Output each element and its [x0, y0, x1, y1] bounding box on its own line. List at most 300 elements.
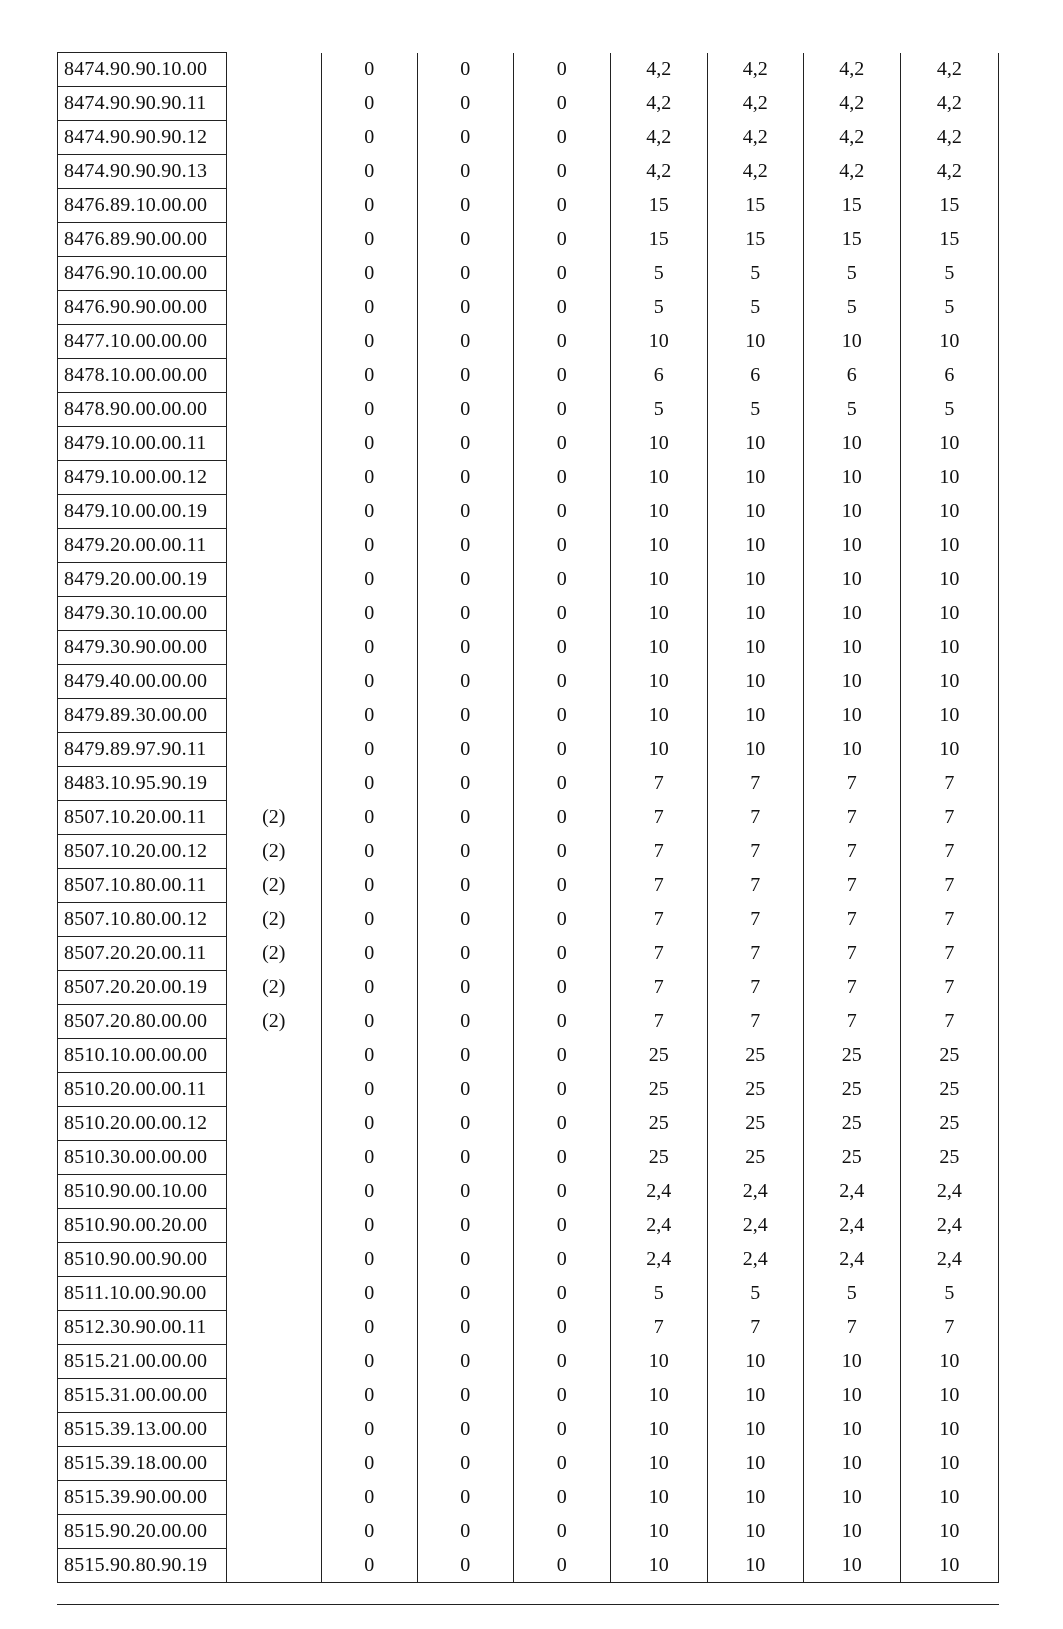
- rate-cell: 10: [803, 325, 900, 359]
- tariff-code-cell: 8510.30.00.00.00: [58, 1141, 227, 1175]
- note-cell: [226, 631, 321, 665]
- table-row: [58, 461, 999, 495]
- rate-cell: 4,2: [803, 87, 900, 121]
- rate-cell: 2,4: [803, 1243, 900, 1277]
- table-row: [58, 1039, 999, 1073]
- note-cell: (2): [226, 835, 321, 869]
- table-row: [58, 937, 999, 971]
- rate-cell: 0: [321, 393, 417, 427]
- table-row: [58, 767, 999, 801]
- rate-cell: 0: [513, 121, 610, 155]
- rate-cell: 0: [417, 1447, 513, 1481]
- tariff-code-cell: 8477.10.00.00.00: [58, 325, 227, 359]
- rate-cell: 10: [803, 529, 900, 563]
- rate-cell: 0: [321, 359, 417, 393]
- rate-cell: 0: [417, 359, 513, 393]
- table-row: [58, 325, 999, 359]
- rate-cell: 7: [900, 835, 998, 869]
- note-cell: [226, 699, 321, 733]
- note-cell: [226, 767, 321, 801]
- rate-cell: 10: [803, 1549, 900, 1583]
- tariff-code-cell: 8474.90.90.10.00: [58, 53, 227, 87]
- tariff-code-cell: 8474.90.90.90.13: [58, 155, 227, 189]
- rate-cell: 0: [321, 189, 417, 223]
- rate-cell: 7: [707, 1311, 803, 1345]
- rate-cell: 10: [803, 1481, 900, 1515]
- rate-cell: 25: [803, 1107, 900, 1141]
- rate-cell: 0: [513, 427, 610, 461]
- rate-cell: 10: [610, 631, 707, 665]
- rate-cell: 0: [321, 121, 417, 155]
- tariff-code-cell: 8483.10.95.90.19: [58, 767, 227, 801]
- rate-cell: 10: [707, 1413, 803, 1447]
- tariff-code-cell: 8515.90.20.00.00: [58, 1515, 227, 1549]
- rate-cell: 5: [900, 291, 998, 325]
- rate-cell: 10: [707, 665, 803, 699]
- rate-cell: 7: [610, 937, 707, 971]
- rate-cell: 7: [610, 971, 707, 1005]
- tariff-code-cell: 8474.90.90.90.12: [58, 121, 227, 155]
- note-cell: [226, 1311, 321, 1345]
- table-row: [58, 1005, 999, 1039]
- rate-cell: 4,2: [610, 121, 707, 155]
- table-row: [58, 835, 999, 869]
- rate-cell: 7: [803, 903, 900, 937]
- rate-cell: 7: [610, 869, 707, 903]
- tariff-code-cell: 8479.10.00.00.19: [58, 495, 227, 529]
- rate-cell: 0: [513, 563, 610, 597]
- table-row: [58, 495, 999, 529]
- rate-cell: 0: [417, 427, 513, 461]
- note-cell: (2): [226, 903, 321, 937]
- rate-cell: 0: [417, 461, 513, 495]
- rate-cell: 10: [707, 325, 803, 359]
- rate-cell: 10: [610, 1379, 707, 1413]
- rate-cell: 10: [803, 1515, 900, 1549]
- rate-cell: 10: [610, 1549, 707, 1583]
- rate-cell: 0: [417, 393, 513, 427]
- note-cell: [226, 1107, 321, 1141]
- rate-cell: 0: [417, 1413, 513, 1447]
- rate-cell: 0: [513, 325, 610, 359]
- rate-cell: 10: [900, 427, 998, 461]
- note-cell: [226, 495, 321, 529]
- rate-cell: 10: [803, 495, 900, 529]
- rate-cell: 10: [707, 733, 803, 767]
- tariff-code-cell: 8512.30.90.00.11: [58, 1311, 227, 1345]
- rate-cell: 10: [707, 597, 803, 631]
- rate-cell: 0: [417, 869, 513, 903]
- rate-cell: 0: [321, 597, 417, 631]
- rate-cell: 0: [321, 461, 417, 495]
- rate-cell: 0: [513, 937, 610, 971]
- rate-cell: 6: [610, 359, 707, 393]
- rate-cell: 0: [321, 1039, 417, 1073]
- rate-cell: 7: [610, 903, 707, 937]
- rate-cell: 15: [610, 189, 707, 223]
- rate-cell: 7: [900, 971, 998, 1005]
- tariff-code-cell: 8478.10.00.00.00: [58, 359, 227, 393]
- rate-cell: 0: [417, 1039, 513, 1073]
- rate-cell: 10: [900, 1481, 998, 1515]
- rate-cell: 4,2: [610, 53, 707, 87]
- rate-cell: 7: [707, 971, 803, 1005]
- note-cell: [226, 1277, 321, 1311]
- rate-cell: 0: [417, 495, 513, 529]
- table-row: [58, 801, 999, 835]
- note-cell: [226, 393, 321, 427]
- table-row: [58, 563, 999, 597]
- note-cell: [226, 359, 321, 393]
- rate-cell: 0: [417, 903, 513, 937]
- rate-cell: 10: [610, 665, 707, 699]
- rate-cell: 10: [707, 699, 803, 733]
- tariff-table: [57, 52, 999, 1583]
- rate-cell: 5: [707, 393, 803, 427]
- tariff-code-cell: 8515.90.80.90.19: [58, 1549, 227, 1583]
- rate-cell: 0: [417, 529, 513, 563]
- rate-cell: 7: [803, 835, 900, 869]
- rate-cell: 7: [900, 869, 998, 903]
- table-row: [58, 1481, 999, 1515]
- rate-cell: 10: [707, 461, 803, 495]
- rate-cell: 0: [513, 189, 610, 223]
- rate-cell: 0: [321, 1073, 417, 1107]
- rate-cell: 0: [417, 597, 513, 631]
- table-row: [58, 733, 999, 767]
- note-cell: [226, 325, 321, 359]
- rate-cell: 0: [417, 257, 513, 291]
- table-row: [58, 291, 999, 325]
- note-cell: [226, 461, 321, 495]
- tariff-code-cell: 8510.90.00.20.00: [58, 1209, 227, 1243]
- note-cell: [226, 1073, 321, 1107]
- rate-cell: 10: [707, 1515, 803, 1549]
- rate-cell: 10: [707, 1447, 803, 1481]
- rate-cell: 0: [417, 291, 513, 325]
- rate-cell: 10: [900, 495, 998, 529]
- rate-cell: 0: [513, 1175, 610, 1209]
- rate-cell: 10: [803, 1413, 900, 1447]
- table-row: [58, 393, 999, 427]
- table-row: [58, 1107, 999, 1141]
- rate-cell: 15: [803, 223, 900, 257]
- rate-cell: 10: [803, 699, 900, 733]
- rate-cell: 0: [417, 835, 513, 869]
- tariff-code-cell: 8479.30.90.00.00: [58, 631, 227, 665]
- table-row: [58, 869, 999, 903]
- rate-cell: 0: [513, 1345, 610, 1379]
- rate-cell: 7: [803, 767, 900, 801]
- rate-cell: 25: [803, 1039, 900, 1073]
- rate-cell: 7: [900, 1311, 998, 1345]
- note-cell: (2): [226, 971, 321, 1005]
- rate-cell: 0: [417, 1481, 513, 1515]
- rate-cell: 0: [321, 291, 417, 325]
- table-row: [58, 155, 999, 189]
- table-row: [58, 1413, 999, 1447]
- rate-cell: 5: [610, 1277, 707, 1311]
- rate-cell: 4,2: [610, 87, 707, 121]
- rate-cell: 10: [900, 1447, 998, 1481]
- rate-cell: 0: [321, 155, 417, 189]
- rate-cell: 0: [513, 903, 610, 937]
- note-cell: (2): [226, 937, 321, 971]
- tariff-table-body: [58, 53, 999, 1583]
- rate-cell: 0: [513, 1515, 610, 1549]
- rate-cell: 0: [513, 87, 610, 121]
- rate-cell: 5: [707, 257, 803, 291]
- note-cell: [226, 733, 321, 767]
- rate-cell: 0: [513, 1413, 610, 1447]
- rate-cell: 0: [513, 1039, 610, 1073]
- rate-cell: 7: [803, 1311, 900, 1345]
- rate-cell: 7: [707, 903, 803, 937]
- table-row: [58, 87, 999, 121]
- rate-cell: 0: [513, 1243, 610, 1277]
- note-cell: (2): [226, 801, 321, 835]
- tariff-code-cell: 8515.39.90.00.00: [58, 1481, 227, 1515]
- rate-cell: 25: [900, 1141, 998, 1175]
- rate-cell: 7: [707, 835, 803, 869]
- rate-cell: 0: [321, 767, 417, 801]
- rate-cell: 0: [513, 1481, 610, 1515]
- rate-cell: 25: [610, 1073, 707, 1107]
- rate-cell: 0: [321, 869, 417, 903]
- rate-cell: 10: [900, 733, 998, 767]
- rate-cell: 5: [900, 257, 998, 291]
- rate-cell: 10: [610, 461, 707, 495]
- rate-cell: 10: [610, 597, 707, 631]
- rate-cell: 10: [900, 631, 998, 665]
- rate-cell: 0: [513, 291, 610, 325]
- rate-cell: 10: [803, 665, 900, 699]
- rate-cell: 10: [610, 495, 707, 529]
- note-cell: [226, 427, 321, 461]
- rate-cell: 0: [417, 665, 513, 699]
- note-cell: [226, 1549, 321, 1583]
- rate-cell: 7: [900, 903, 998, 937]
- rate-cell: 0: [321, 1515, 417, 1549]
- rate-cell: 6: [900, 359, 998, 393]
- rate-cell: 0: [513, 1549, 610, 1583]
- rate-cell: 0: [417, 1005, 513, 1039]
- rate-cell: 15: [610, 223, 707, 257]
- table-row: [58, 1515, 999, 1549]
- table-row: [58, 971, 999, 1005]
- rate-cell: 0: [321, 1243, 417, 1277]
- rate-cell: 10: [900, 597, 998, 631]
- table-row: [58, 1379, 999, 1413]
- rate-cell: 15: [803, 189, 900, 223]
- tariff-code-cell: 8479.40.00.00.00: [58, 665, 227, 699]
- table-row: [58, 1311, 999, 1345]
- note-cell: [226, 1039, 321, 1073]
- tariff-code-cell: 8476.89.10.00.00: [58, 189, 227, 223]
- table-row: [58, 1209, 999, 1243]
- tariff-code-cell: 8510.10.00.00.00: [58, 1039, 227, 1073]
- rate-cell: 0: [321, 529, 417, 563]
- rate-cell: 4,2: [707, 155, 803, 189]
- table-row: [58, 699, 999, 733]
- rate-cell: 0: [513, 1005, 610, 1039]
- note-cell: [226, 257, 321, 291]
- rate-cell: 25: [803, 1073, 900, 1107]
- rate-cell: 7: [900, 1005, 998, 1039]
- tariff-code-cell: 8476.90.10.00.00: [58, 257, 227, 291]
- rate-cell: 0: [513, 1277, 610, 1311]
- rate-cell: 6: [707, 359, 803, 393]
- rate-cell: 10: [900, 665, 998, 699]
- rate-cell: 0: [321, 1345, 417, 1379]
- table-row: [58, 529, 999, 563]
- table-row: [58, 359, 999, 393]
- rate-cell: 5: [707, 291, 803, 325]
- rate-cell: 10: [900, 529, 998, 563]
- rate-cell: 4,2: [803, 155, 900, 189]
- rate-cell: 10: [803, 563, 900, 597]
- rate-cell: 0: [513, 359, 610, 393]
- rate-cell: 0: [417, 87, 513, 121]
- tariff-code-cell: 8507.20.20.00.11: [58, 937, 227, 971]
- rate-cell: 4,2: [707, 53, 803, 87]
- rate-cell: 10: [707, 529, 803, 563]
- rate-cell: 0: [417, 53, 513, 87]
- rate-cell: 0: [417, 801, 513, 835]
- rate-cell: 5: [707, 1277, 803, 1311]
- note-cell: [226, 1481, 321, 1515]
- rate-cell: 0: [513, 869, 610, 903]
- tariff-code-cell: 8515.39.13.00.00: [58, 1413, 227, 1447]
- rate-cell: 7: [707, 1005, 803, 1039]
- rate-cell: 2,4: [900, 1209, 998, 1243]
- rate-cell: 10: [707, 563, 803, 597]
- rate-cell: 2,4: [803, 1209, 900, 1243]
- rate-cell: 7: [610, 767, 707, 801]
- tariff-code-cell: 8476.90.90.00.00: [58, 291, 227, 325]
- rate-cell: 10: [803, 733, 900, 767]
- rate-cell: 10: [803, 427, 900, 461]
- rate-cell: 7: [803, 937, 900, 971]
- tariff-code-cell: 8515.39.18.00.00: [58, 1447, 227, 1481]
- rate-cell: 15: [900, 223, 998, 257]
- rate-cell: 2,4: [707, 1175, 803, 1209]
- rate-cell: 0: [417, 223, 513, 257]
- tariff-code-cell: 8507.20.80.00.00: [58, 1005, 227, 1039]
- table-row: [58, 665, 999, 699]
- rate-cell: 5: [610, 257, 707, 291]
- note-cell: [226, 1141, 321, 1175]
- bottom-rule: [57, 1604, 999, 1605]
- rate-cell: 0: [513, 53, 610, 87]
- table-row: [58, 1175, 999, 1209]
- rate-cell: 0: [321, 1141, 417, 1175]
- rate-cell: 15: [707, 189, 803, 223]
- rate-cell: 4,2: [707, 121, 803, 155]
- tariff-code-cell: 8479.10.00.00.11: [58, 427, 227, 461]
- tariff-code-cell: 8476.89.90.00.00: [58, 223, 227, 257]
- note-cell: [226, 223, 321, 257]
- rate-cell: 0: [321, 1481, 417, 1515]
- rate-cell: 0: [417, 189, 513, 223]
- rate-cell: 5: [803, 291, 900, 325]
- note-cell: [226, 1447, 321, 1481]
- tariff-code-cell: 8479.89.97.90.11: [58, 733, 227, 767]
- table-row: [58, 597, 999, 631]
- note-cell: [226, 53, 321, 87]
- table-row: [58, 1345, 999, 1379]
- rate-cell: 10: [900, 1549, 998, 1583]
- rate-cell: 0: [417, 699, 513, 733]
- rate-cell: 0: [513, 665, 610, 699]
- rate-cell: 7: [803, 869, 900, 903]
- table-row: [58, 1549, 999, 1583]
- table-row: [58, 53, 999, 87]
- rate-cell: 0: [417, 1107, 513, 1141]
- rate-cell: 25: [610, 1039, 707, 1073]
- tariff-code-cell: 8507.10.20.00.12: [58, 835, 227, 869]
- rate-cell: 25: [707, 1107, 803, 1141]
- note-cell: [226, 291, 321, 325]
- rate-cell: 15: [707, 223, 803, 257]
- rate-cell: 10: [610, 529, 707, 563]
- tariff-code-cell: 8510.20.00.00.12: [58, 1107, 227, 1141]
- rate-cell: 2,4: [900, 1175, 998, 1209]
- rate-cell: 5: [803, 257, 900, 291]
- tariff-code-cell: 8511.10.00.90.00: [58, 1277, 227, 1311]
- tariff-code-cell: 8507.10.80.00.11: [58, 869, 227, 903]
- rate-cell: 0: [513, 223, 610, 257]
- rate-cell: 10: [610, 1481, 707, 1515]
- rate-cell: 0: [513, 1073, 610, 1107]
- rate-cell: 7: [610, 1005, 707, 1039]
- rate-cell: 25: [707, 1073, 803, 1107]
- rate-cell: 25: [707, 1039, 803, 1073]
- note-cell: [226, 1209, 321, 1243]
- rate-cell: 0: [321, 1005, 417, 1039]
- rate-cell: 0: [321, 257, 417, 291]
- rate-cell: 10: [707, 1345, 803, 1379]
- note-cell: [226, 597, 321, 631]
- note-cell: [226, 665, 321, 699]
- rate-cell: 25: [803, 1141, 900, 1175]
- rate-cell: 7: [803, 1005, 900, 1039]
- table-row: [58, 257, 999, 291]
- rate-cell: 7: [610, 801, 707, 835]
- rate-cell: 10: [900, 461, 998, 495]
- rate-cell: 0: [417, 971, 513, 1005]
- rate-cell: 2,4: [707, 1209, 803, 1243]
- rate-cell: 0: [321, 87, 417, 121]
- rate-cell: 4,2: [803, 121, 900, 155]
- rate-cell: 0: [321, 699, 417, 733]
- rate-cell: 2,4: [610, 1209, 707, 1243]
- rate-cell: 10: [610, 563, 707, 597]
- rate-cell: 0: [321, 223, 417, 257]
- rate-cell: 0: [417, 767, 513, 801]
- rate-cell: 0: [513, 393, 610, 427]
- rate-cell: 10: [707, 495, 803, 529]
- note-cell: [226, 1243, 321, 1277]
- rate-cell: 0: [321, 1277, 417, 1311]
- rate-cell: 0: [321, 1447, 417, 1481]
- rate-cell: 25: [900, 1039, 998, 1073]
- rate-cell: 5: [900, 393, 998, 427]
- rate-cell: 0: [417, 1515, 513, 1549]
- rate-cell: 0: [321, 971, 417, 1005]
- rate-cell: 25: [900, 1073, 998, 1107]
- rate-cell: 0: [417, 1175, 513, 1209]
